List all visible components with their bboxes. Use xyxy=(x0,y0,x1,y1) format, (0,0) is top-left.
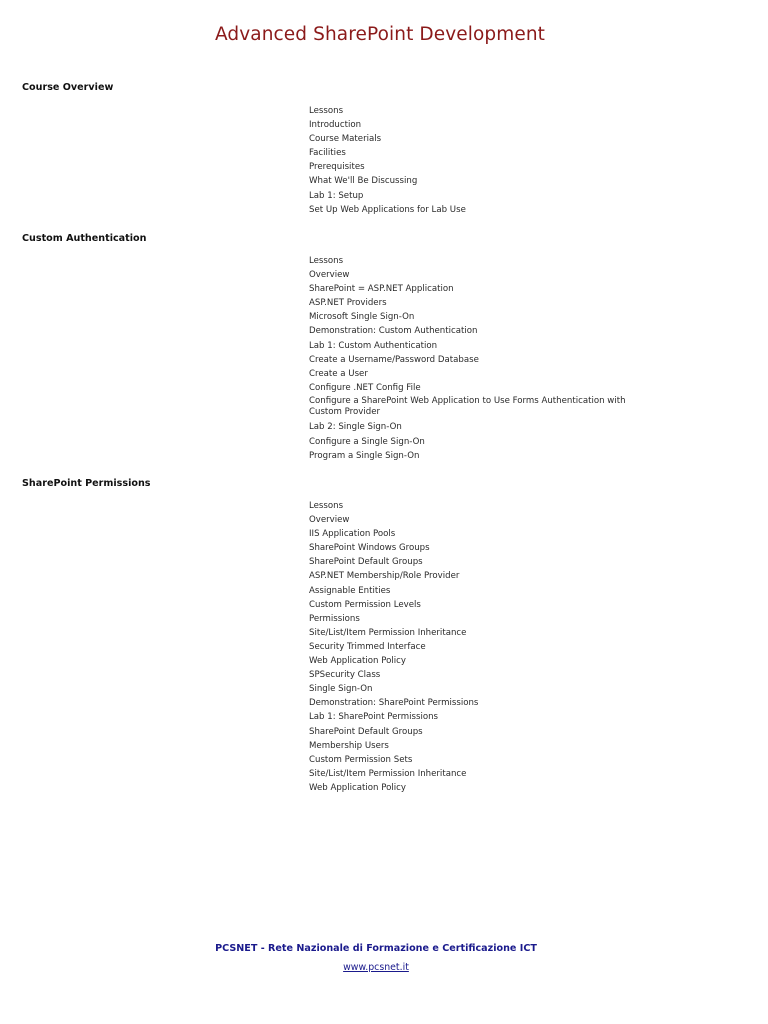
list-item: ASP.NET Membership/Role Provider xyxy=(309,571,460,582)
lesson-list-sharepoint-permissions xyxy=(309,499,629,795)
list-item: Course Materials xyxy=(309,134,382,145)
list-item: Permissions xyxy=(309,613,360,624)
footer xyxy=(0,942,752,974)
list-item: Program a Single Sign-On xyxy=(309,450,420,461)
list-item: Lab 1: Custom Authentication xyxy=(309,340,438,351)
list-item: Lessons xyxy=(309,501,344,511)
list-item: Lab 1: Setup xyxy=(309,190,364,201)
section-heading-course-overview: Course Overview xyxy=(22,82,114,93)
list-item: Facilities xyxy=(309,148,346,159)
list-item: Prerequisites xyxy=(309,162,365,173)
list-item: Configure a SharePoint Web Application to Use Forms Authentication with Custom Provider xyxy=(309,395,626,418)
lesson-list-custom-authentication xyxy=(309,254,629,463)
list-item: Demonstration: SharePoint Permissions xyxy=(309,698,479,709)
list-item: Create a Username/Password Database xyxy=(309,354,479,365)
list-item: Assignable Entities xyxy=(309,585,391,596)
list-item: SharePoint Windows Groups xyxy=(309,543,430,554)
list-item: Custom Permission Sets xyxy=(309,754,413,765)
list-item: Overview xyxy=(309,270,350,281)
list-item: Custom Permission Levels xyxy=(309,599,421,610)
section-heading-sharepoint-permissions: SharePoint Permissions xyxy=(22,478,151,489)
list-item: Lab 2: Single Sign-On xyxy=(309,422,402,433)
list-item: Overview xyxy=(309,515,350,526)
document-title: Advanced SharePoint Development xyxy=(214,24,546,45)
list-item: SharePoint Default Groups xyxy=(309,557,423,568)
lesson-list-course-overview xyxy=(309,104,629,217)
section-heading-custom-authentication: Custom Authentication xyxy=(22,233,147,244)
footer-website-link[interactable]: www.pcsnet.it xyxy=(343,962,409,973)
list-item: Introduction xyxy=(309,120,362,131)
list-item: Security Trimmed Interface xyxy=(309,641,426,652)
list-item: Configure .NET Config File xyxy=(309,382,421,393)
list-item: Web Application Policy xyxy=(309,656,406,667)
list-item: Create a User xyxy=(309,368,368,379)
list-item: Lessons xyxy=(309,256,344,266)
list-item: Site/List/Item Permission Inheritance xyxy=(309,627,467,638)
footer-organization: PCSNET - Rete Nazionale di Formazione e Certificazione ICT xyxy=(215,943,537,954)
list-item: Demonstration: Custom Authentication xyxy=(309,326,478,337)
list-item: Configure a Single Sign-On xyxy=(309,436,425,447)
list-item: What We'll Be Discussing xyxy=(309,176,418,187)
list-item: SPSecurity Class xyxy=(309,670,381,681)
list-item: Single Sign-On xyxy=(309,684,373,695)
list-item: Lab 1: SharePoint Permissions xyxy=(309,712,439,723)
list-item: Membership Users xyxy=(309,740,389,751)
list-item: Microsoft Single Sign-On xyxy=(309,312,415,323)
list-item: Site/List/Item Permission Inheritance xyxy=(309,768,467,779)
list-item: Lessons xyxy=(309,106,344,116)
list-item: Set Up Web Applications for Lab Use xyxy=(309,204,466,215)
list-item: ASP.NET Providers xyxy=(309,298,387,309)
list-item: Web Application Policy xyxy=(309,782,406,793)
list-item: SharePoint = ASP.NET Application xyxy=(309,284,454,295)
list-item: SharePoint Default Groups xyxy=(309,726,423,737)
list-item: IIS Application Pools xyxy=(309,529,396,540)
